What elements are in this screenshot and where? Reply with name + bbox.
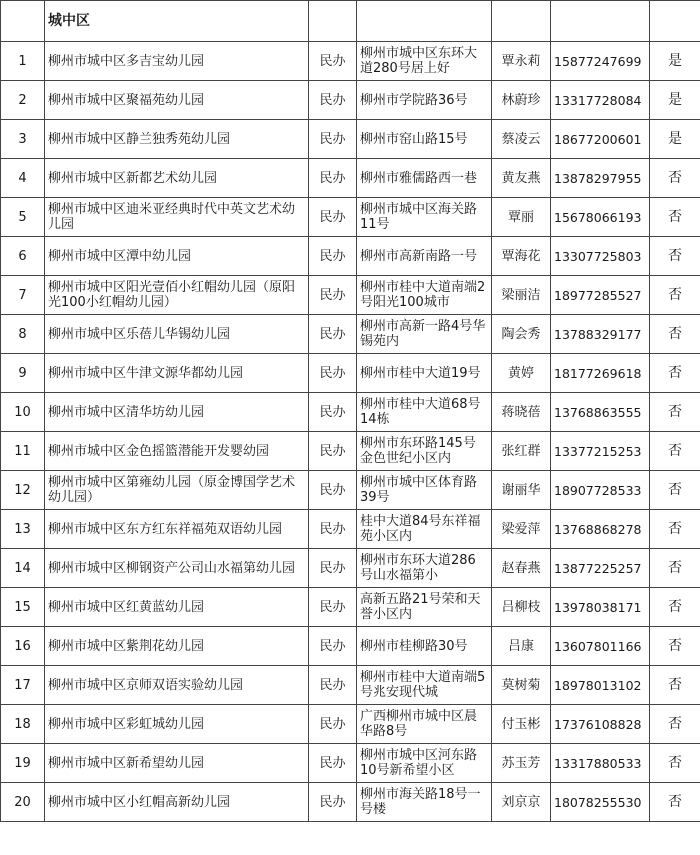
row-number: 7 <box>1 276 45 315</box>
kindergarten-name: 柳州市城中区金色摇篮潜能开发婴幼园 <box>45 432 309 471</box>
status-flag: 否 <box>650 510 700 549</box>
address: 柳州市海关路18号一号楼 <box>357 783 492 822</box>
status-flag: 否 <box>650 705 700 744</box>
table-row <box>1 666 700 705</box>
row-number: 20 <box>1 783 45 822</box>
table-row <box>1 549 700 588</box>
phone-number: 13317728084 <box>551 81 650 120</box>
status-flag: 否 <box>650 627 700 666</box>
contact-person: 陶会秀 <box>492 315 551 354</box>
address: 柳州市城中区东环大道280号居上好 <box>357 42 492 81</box>
empty-cell <box>492 1 551 42</box>
table-row <box>1 237 700 276</box>
contact-person: 蒋晓蓓 <box>492 393 551 432</box>
kindergarten-name: 柳州市城中区第雍幼儿园（原金博国学艺术幼儿园） <box>45 471 309 510</box>
address: 广西柳州市城中区晨华路8号 <box>357 705 492 744</box>
table-row <box>1 744 700 783</box>
kindergarten-name: 柳州市城中区小红帽高新幼儿园 <box>45 783 309 822</box>
table-row <box>1 471 700 510</box>
address: 柳州市桂中大道南端5号兆安现代城 <box>357 666 492 705</box>
address: 柳州市高新一路4号华锡苑内 <box>357 315 492 354</box>
ownership-type: 民办 <box>309 432 357 471</box>
status-flag: 否 <box>650 237 700 276</box>
contact-person: 莫树菊 <box>492 666 551 705</box>
ownership-type: 民办 <box>309 588 357 627</box>
status-flag: 否 <box>650 198 700 237</box>
status-flag: 否 <box>650 783 700 822</box>
kindergarten-name: 柳州市城中区牛津文源华都幼儿园 <box>45 354 309 393</box>
contact-person: 黄婷 <box>492 354 551 393</box>
contact-person: 苏玉芳 <box>492 744 551 783</box>
contact-person: 黄友燕 <box>492 159 551 198</box>
status-flag: 是 <box>650 42 700 81</box>
address: 柳州市城中区体育路39号 <box>357 471 492 510</box>
table-row <box>1 705 700 744</box>
contact-person: 梁丽洁 <box>492 276 551 315</box>
phone-number: 18078255530 <box>551 783 650 822</box>
table-row <box>1 42 700 81</box>
ownership-type: 民办 <box>309 666 357 705</box>
phone-number: 13788329177 <box>551 315 650 354</box>
status-flag: 否 <box>650 159 700 198</box>
phone-number: 18177269618 <box>551 354 650 393</box>
phone-number: 13878297955 <box>551 159 650 198</box>
address: 柳州市雅儒路西一巷 <box>357 159 492 198</box>
phone-number: 13307725803 <box>551 237 650 276</box>
section-title: 城中区 <box>45 1 309 42</box>
contact-person: 赵春燕 <box>492 549 551 588</box>
phone-number: 13377215253 <box>551 432 650 471</box>
kindergarten-name: 柳州市城中区紫荆花幼儿园 <box>45 627 309 666</box>
contact-person: 刘京京 <box>492 783 551 822</box>
contact-person: 覃永莉 <box>492 42 551 81</box>
empty-cell <box>1 1 45 42</box>
kindergarten-name: 柳州市城中区阳光壹佰小红帽幼儿园（原阳光100小红帽幼儿园） <box>45 276 309 315</box>
table-row <box>1 315 700 354</box>
status-flag: 否 <box>650 432 700 471</box>
ownership-type: 民办 <box>309 471 357 510</box>
address: 柳州市桂中大道68号14栋 <box>357 393 492 432</box>
row-number: 1 <box>1 42 45 81</box>
address: 柳州市桂中大道19号 <box>357 354 492 393</box>
kindergarten-name: 柳州市城中区彩虹城幼儿园 <box>45 705 309 744</box>
table-row <box>1 783 700 822</box>
table-row <box>1 393 700 432</box>
status-flag: 是 <box>650 120 700 159</box>
status-flag: 否 <box>650 744 700 783</box>
row-number: 3 <box>1 120 45 159</box>
kindergarten-name: 柳州市城中区清华坊幼儿园 <box>45 393 309 432</box>
ownership-type: 民办 <box>309 627 357 666</box>
kindergarten-name: 柳州市城中区迪米亚经典时代中英文艺术幼儿园 <box>45 198 309 237</box>
address: 柳州市高新南路一号 <box>357 237 492 276</box>
row-number: 14 <box>1 549 45 588</box>
contact-person: 谢丽华 <box>492 471 551 510</box>
status-flag: 否 <box>650 354 700 393</box>
address: 柳州市桂中大道南端2号阳光100城市 <box>357 276 492 315</box>
status-flag: 否 <box>650 666 700 705</box>
ownership-type: 民办 <box>309 354 357 393</box>
section-header-row <box>1 1 700 42</box>
kindergarten-name: 柳州市城中区乐蓓儿华锡幼儿园 <box>45 315 309 354</box>
row-number: 9 <box>1 354 45 393</box>
ownership-type: 民办 <box>309 549 357 588</box>
contact-person: 付玉彬 <box>492 705 551 744</box>
ownership-type: 民办 <box>309 510 357 549</box>
kindergarten-name: 柳州市城中区静兰独秀苑幼儿园 <box>45 120 309 159</box>
row-number: 5 <box>1 198 45 237</box>
empty-cell <box>650 1 700 42</box>
table-row <box>1 81 700 120</box>
ownership-type: 民办 <box>309 744 357 783</box>
kindergarten-name: 柳州市城中区新希望幼儿园 <box>45 744 309 783</box>
table-row <box>1 354 700 393</box>
address: 柳州市东环大道286号山水福第小 <box>357 549 492 588</box>
phone-number: 15877247699 <box>551 42 650 81</box>
table-row <box>1 120 700 159</box>
phone-number: 13607801166 <box>551 627 650 666</box>
address: 高新五路21号荣和天誉小区内 <box>357 588 492 627</box>
kindergarten-name: 柳州市城中区红黄蓝幼儿园 <box>45 588 309 627</box>
contact-person: 吕康 <box>492 627 551 666</box>
status-flag: 否 <box>650 393 700 432</box>
kindergarten-name: 柳州市城中区新都艺术幼儿园 <box>45 159 309 198</box>
ownership-type: 民办 <box>309 237 357 276</box>
phone-number: 18978013102 <box>551 666 650 705</box>
empty-cell <box>357 1 492 42</box>
row-number: 6 <box>1 237 45 276</box>
ownership-type: 民办 <box>309 315 357 354</box>
kindergarten-name: 柳州市城中区柳钢资产公司山水福第幼儿园 <box>45 549 309 588</box>
phone-number: 18677200601 <box>551 120 650 159</box>
ownership-type: 民办 <box>309 783 357 822</box>
table-row <box>1 627 700 666</box>
ownership-type: 民办 <box>309 393 357 432</box>
address: 柳州市城中区河东路10号新希望小区 <box>357 744 492 783</box>
kindergarten-name: 柳州市城中区潭中幼儿园 <box>45 237 309 276</box>
row-number: 18 <box>1 705 45 744</box>
row-number: 16 <box>1 627 45 666</box>
ownership-type: 民办 <box>309 42 357 81</box>
phone-number: 13317880533 <box>551 744 650 783</box>
ownership-type: 民办 <box>309 81 357 120</box>
empty-cell <box>309 1 357 42</box>
phone-number: 13768863555 <box>551 393 650 432</box>
contact-person: 张红群 <box>492 432 551 471</box>
row-number: 19 <box>1 744 45 783</box>
status-flag: 是 <box>650 81 700 120</box>
table-row <box>1 276 700 315</box>
kindergarten-name: 柳州市城中区东方红东祥福苑双语幼儿园 <box>45 510 309 549</box>
table-row <box>1 198 700 237</box>
empty-cell <box>551 1 650 42</box>
ownership-type: 民办 <box>309 705 357 744</box>
phone-number: 13768868278 <box>551 510 650 549</box>
address: 柳州市东环路145号金色世纪小区内 <box>357 432 492 471</box>
contact-person: 吕柳枝 <box>492 588 551 627</box>
contact-person: 林蔚珍 <box>492 81 551 120</box>
ownership-type: 民办 <box>309 198 357 237</box>
address: 柳州市城中区海关路11号 <box>357 198 492 237</box>
phone-number: 18977285527 <box>551 276 650 315</box>
address: 柳州市桂柳路30号 <box>357 627 492 666</box>
row-number: 17 <box>1 666 45 705</box>
row-number: 12 <box>1 471 45 510</box>
ownership-type: 民办 <box>309 276 357 315</box>
contact-person: 覃丽 <box>492 198 551 237</box>
phone-number: 15678066193 <box>551 198 650 237</box>
ownership-type: 民办 <box>309 159 357 198</box>
contact-person: 覃海花 <box>492 237 551 276</box>
status-flag: 否 <box>650 549 700 588</box>
row-number: 4 <box>1 159 45 198</box>
kindergarten-name: 柳州市城中区京师双语实验幼儿园 <box>45 666 309 705</box>
ownership-type: 民办 <box>309 120 357 159</box>
phone-number: 13978038171 <box>551 588 650 627</box>
status-flag: 否 <box>650 276 700 315</box>
row-number: 10 <box>1 393 45 432</box>
status-flag: 否 <box>650 315 700 354</box>
table-row <box>1 510 700 549</box>
row-number: 2 <box>1 81 45 120</box>
status-flag: 否 <box>650 588 700 627</box>
row-number: 13 <box>1 510 45 549</box>
table-row <box>1 159 700 198</box>
contact-person: 梁爱萍 <box>492 510 551 549</box>
kindergarten-name: 柳州市城中区多吉宝幼儿园 <box>45 42 309 81</box>
address: 桂中大道84号东祥福苑小区内 <box>357 510 492 549</box>
row-number: 15 <box>1 588 45 627</box>
table-row <box>1 588 700 627</box>
row-number: 8 <box>1 315 45 354</box>
status-flag: 否 <box>650 471 700 510</box>
phone-number: 13877225257 <box>551 549 650 588</box>
address: 柳州市学院路36号 <box>357 81 492 120</box>
address: 柳州市窑山路15号 <box>357 120 492 159</box>
phone-number: 18907728533 <box>551 471 650 510</box>
phone-number: 17376108828 <box>551 705 650 744</box>
kindergarten-name: 柳州市城中区聚福苑幼儿园 <box>45 81 309 120</box>
table-row <box>1 432 700 471</box>
row-number: 11 <box>1 432 45 471</box>
contact-person: 蔡凌云 <box>492 120 551 159</box>
